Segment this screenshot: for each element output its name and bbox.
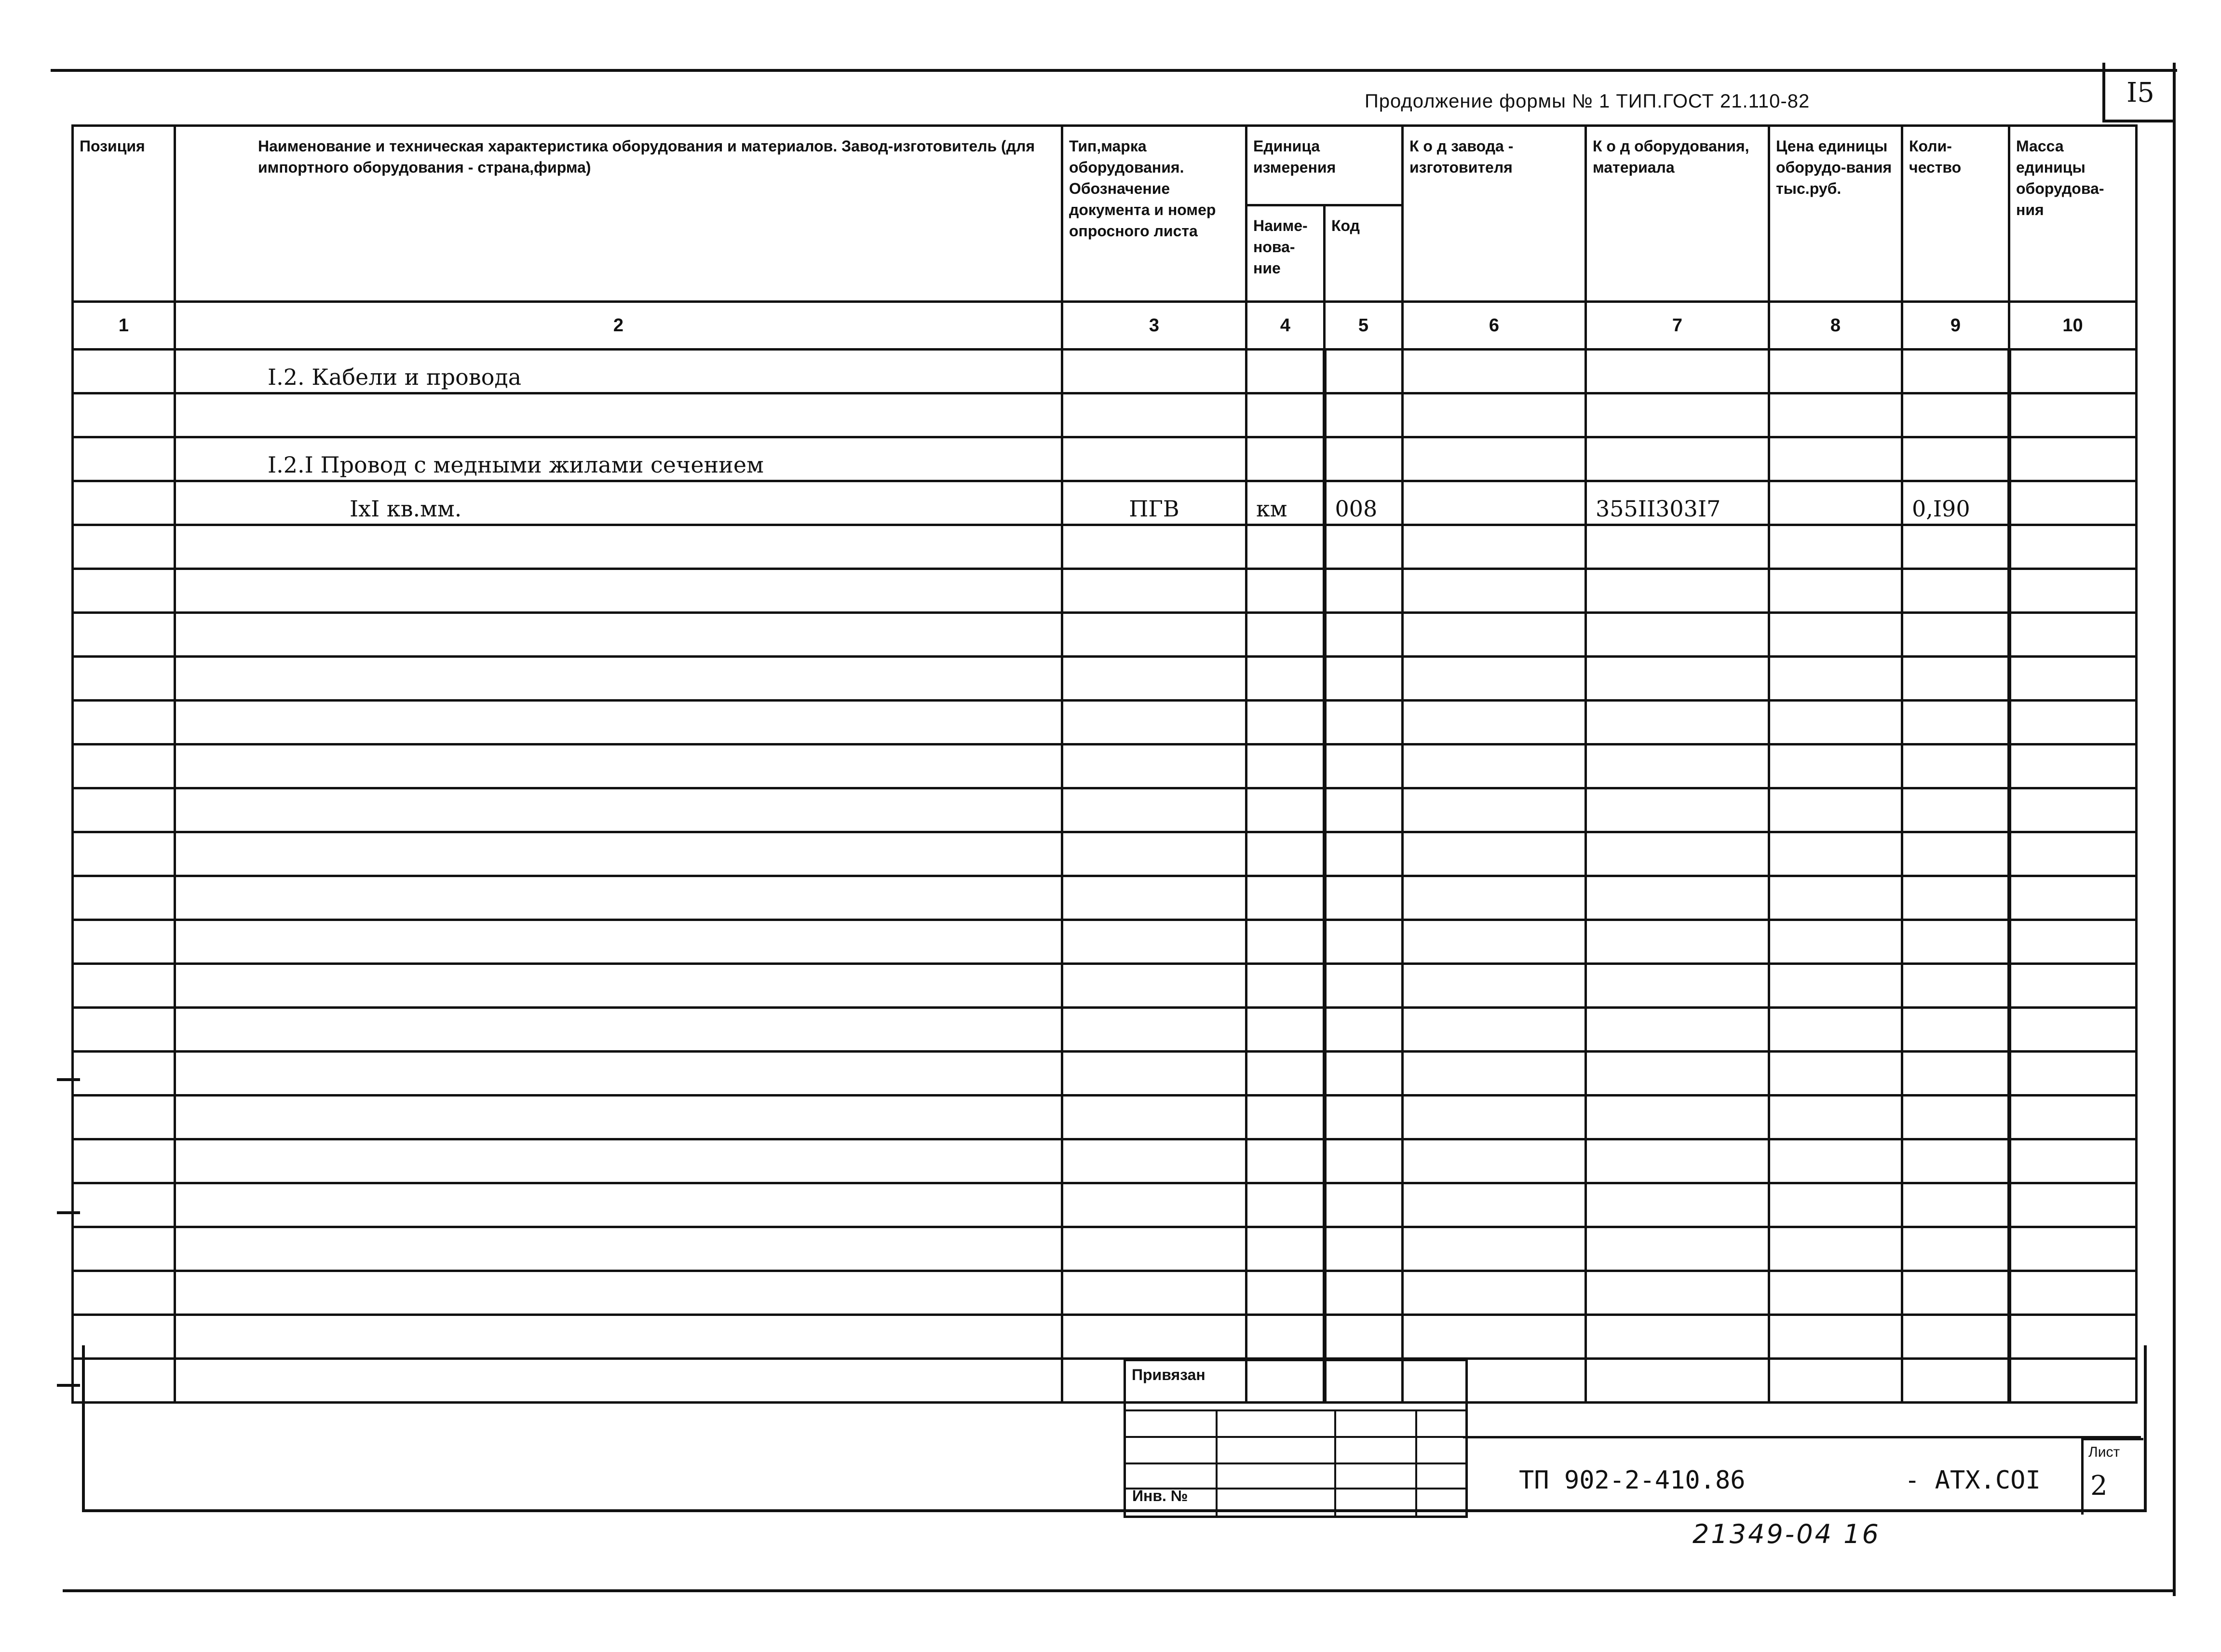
empty-cell bbox=[1902, 1008, 2009, 1052]
table-row bbox=[73, 481, 2137, 525]
empty-cell bbox=[1325, 1183, 1403, 1227]
header-unit-group: Единица измерения bbox=[1246, 126, 1403, 205]
empty-cell bbox=[1062, 1271, 1246, 1315]
empty-cell bbox=[1246, 745, 1325, 788]
empty-cell bbox=[1325, 569, 1403, 613]
stamp-grid-line bbox=[1216, 1409, 1218, 1516]
empty-cell bbox=[1325, 1096, 1403, 1139]
empty-cell bbox=[1902, 613, 2009, 657]
empty-cell bbox=[2009, 701, 2137, 745]
empty-cell bbox=[175, 832, 1062, 876]
empty-cell bbox=[73, 1183, 175, 1227]
column-number: 6 bbox=[1403, 302, 1586, 350]
cell-price bbox=[1769, 350, 1902, 393]
sheet-list-box bbox=[2081, 1438, 2143, 1515]
empty-cell bbox=[1325, 920, 1403, 964]
empty-row bbox=[73, 701, 2137, 745]
empty-cell bbox=[1403, 745, 1586, 788]
empty-cell bbox=[1403, 876, 1586, 920]
cell-plant-code bbox=[1403, 350, 1586, 393]
column-number: 3 bbox=[1062, 302, 1246, 350]
table-row bbox=[73, 393, 2137, 437]
cell-unit-code bbox=[1325, 437, 1403, 481]
empty-cell bbox=[73, 657, 175, 701]
empty-cell bbox=[73, 569, 175, 613]
empty-cell bbox=[1062, 613, 1246, 657]
cell-unit-code: 008 bbox=[1325, 481, 1403, 525]
empty-cell bbox=[1403, 832, 1586, 876]
empty-cell bbox=[1246, 788, 1325, 832]
empty-cell bbox=[2009, 920, 2137, 964]
column-number: 8 bbox=[1769, 302, 1902, 350]
header-name: Наименование и техническая характеристика оборудования и материалов. Завод-изготовитель (для импортного оборудования - страна,фирма) bbox=[175, 126, 1062, 302]
empty-cell bbox=[175, 920, 1062, 964]
empty-cell bbox=[1403, 525, 1586, 569]
empty-cell bbox=[1902, 1052, 2009, 1096]
cell-equipment-code bbox=[1586, 437, 1769, 481]
table-row bbox=[73, 350, 2137, 393]
cell-price bbox=[1769, 393, 1902, 437]
header-unit-name: Наиме-нова-ние bbox=[1246, 205, 1325, 302]
empty-cell bbox=[175, 1052, 1062, 1096]
column-number: 2 bbox=[175, 302, 1062, 350]
empty-cell bbox=[1902, 876, 2009, 920]
empty-cell bbox=[1586, 1183, 1769, 1227]
empty-cell bbox=[1325, 613, 1403, 657]
empty-cell bbox=[73, 525, 175, 569]
empty-cell bbox=[1246, 964, 1325, 1008]
frame-bottom-line bbox=[63, 1589, 2175, 1592]
empty-cell bbox=[1246, 525, 1325, 569]
empty-cell bbox=[1902, 1183, 2009, 1227]
empty-cell bbox=[73, 788, 175, 832]
empty-cell bbox=[1246, 832, 1325, 876]
cell-equipment-code bbox=[1586, 393, 1769, 437]
empty-cell bbox=[1586, 701, 1769, 745]
inventory-number-label: Инв. № bbox=[1132, 1487, 1188, 1504]
empty-row bbox=[73, 745, 2137, 788]
empty-cell bbox=[1062, 1008, 1246, 1052]
specification-table bbox=[71, 124, 2138, 1404]
empty-cell bbox=[175, 657, 1062, 701]
empty-cell bbox=[73, 876, 175, 920]
empty-cell bbox=[1062, 1052, 1246, 1096]
empty-cell bbox=[1902, 569, 2009, 613]
empty-cell bbox=[1062, 1227, 1246, 1271]
empty-cell bbox=[1246, 701, 1325, 745]
empty-cell bbox=[1902, 832, 2009, 876]
empty-cell bbox=[1325, 701, 1403, 745]
empty-cell bbox=[1586, 788, 1769, 832]
cell-unit-name bbox=[1246, 350, 1325, 393]
empty-cell bbox=[1062, 832, 1246, 876]
empty-cell bbox=[1246, 876, 1325, 920]
empty-cell bbox=[2009, 525, 2137, 569]
cell-position bbox=[73, 393, 175, 437]
empty-cell bbox=[73, 1052, 175, 1096]
empty-cell bbox=[2009, 1139, 2137, 1183]
empty-cell bbox=[2009, 569, 2137, 613]
empty-cell bbox=[175, 1008, 1062, 1052]
cell-position bbox=[73, 437, 175, 481]
empty-cell bbox=[2009, 964, 2137, 1008]
empty-cell bbox=[2009, 657, 2137, 701]
empty-cell bbox=[1586, 525, 1769, 569]
empty-cell bbox=[175, 1139, 1062, 1183]
empty-cell bbox=[1769, 832, 1902, 876]
stamp-grid-line bbox=[1126, 1409, 1465, 1411]
title-block-divider bbox=[1463, 1436, 2141, 1438]
empty-cell bbox=[175, 1271, 1062, 1315]
header-unit-code: Код bbox=[1325, 205, 1403, 302]
empty-cell bbox=[1769, 1052, 1902, 1096]
empty-cell bbox=[1403, 569, 1586, 613]
empty-cell bbox=[1586, 569, 1769, 613]
empty-cell bbox=[1325, 964, 1403, 1008]
empty-cell bbox=[1902, 745, 2009, 788]
cell-price bbox=[1769, 481, 1902, 525]
empty-cell bbox=[1586, 1139, 1769, 1183]
empty-row bbox=[73, 876, 2137, 920]
empty-cell bbox=[175, 569, 1062, 613]
empty-cell bbox=[2009, 832, 2137, 876]
empty-cell bbox=[1403, 920, 1586, 964]
empty-cell bbox=[1769, 745, 1902, 788]
sheet-number-box bbox=[2102, 63, 2176, 122]
header-mass: Масса единицы оборудова-ния bbox=[2009, 126, 2137, 302]
empty-cell bbox=[1902, 920, 2009, 964]
empty-cell bbox=[1769, 788, 1902, 832]
empty-cell bbox=[73, 701, 175, 745]
empty-cell bbox=[1062, 745, 1246, 788]
empty-cell bbox=[73, 613, 175, 657]
cell-type: ПГВ bbox=[1062, 481, 1246, 525]
empty-row bbox=[73, 1096, 2137, 1139]
empty-row bbox=[73, 964, 2137, 1008]
empty-cell bbox=[1403, 701, 1586, 745]
empty-cell bbox=[1586, 613, 1769, 657]
cell-name: I.2. Кабели и провода bbox=[175, 350, 1062, 393]
empty-cell bbox=[1062, 569, 1246, 613]
empty-cell bbox=[1586, 920, 1769, 964]
empty-cell bbox=[1325, 1008, 1403, 1052]
empty-cell bbox=[1586, 657, 1769, 701]
stamp-grid-line bbox=[1415, 1409, 1417, 1516]
empty-cell bbox=[175, 1183, 1062, 1227]
empty-cell bbox=[1403, 1139, 1586, 1183]
empty-cell bbox=[1062, 1183, 1246, 1227]
empty-cell bbox=[1769, 1227, 1902, 1271]
empty-cell bbox=[1246, 657, 1325, 701]
empty-row bbox=[73, 613, 2137, 657]
empty-cell bbox=[2009, 745, 2137, 788]
empty-cell bbox=[73, 1227, 175, 1271]
empty-cell bbox=[1246, 1052, 1325, 1096]
empty-cell bbox=[73, 1008, 175, 1052]
empty-cell bbox=[1769, 1183, 1902, 1227]
empty-row bbox=[73, 1139, 2137, 1183]
cell-mass bbox=[2009, 393, 2137, 437]
empty-cell bbox=[1246, 920, 1325, 964]
cell-type bbox=[1062, 393, 1246, 437]
empty-row bbox=[73, 1008, 2137, 1052]
empty-cell bbox=[175, 525, 1062, 569]
cell-name: IxI кв.мм. bbox=[175, 481, 1062, 525]
blank-rows bbox=[73, 525, 2137, 1403]
empty-cell bbox=[1403, 788, 1586, 832]
cell-mass bbox=[2009, 437, 2137, 481]
empty-cell bbox=[1586, 832, 1769, 876]
cell-name: I.2.I Провод с медными жилами сечением bbox=[175, 437, 1062, 481]
empty-cell bbox=[1902, 1139, 2009, 1183]
empty-cell bbox=[1062, 1096, 1246, 1139]
empty-cell bbox=[1325, 745, 1403, 788]
empty-cell bbox=[1325, 876, 1403, 920]
empty-cell bbox=[1246, 1096, 1325, 1139]
empty-cell bbox=[2009, 1008, 2137, 1052]
cell-unit-name bbox=[1246, 437, 1325, 481]
column-number: 4 bbox=[1246, 302, 1325, 350]
empty-cell bbox=[1902, 525, 2009, 569]
cell-quantity bbox=[1902, 393, 2009, 437]
empty-cell bbox=[2009, 876, 2137, 920]
empty-cell bbox=[1062, 788, 1246, 832]
sheet-list-label: Лист bbox=[2088, 1444, 2120, 1460]
empty-cell bbox=[1325, 1271, 1403, 1315]
frame-right-border bbox=[2173, 63, 2176, 1596]
document-code: ТП 902-2-410.86 bbox=[1519, 1466, 1746, 1495]
empty-cell bbox=[1403, 964, 1586, 1008]
cell-equipment-code: 355II303I7 bbox=[1586, 481, 1769, 525]
empty-cell bbox=[1246, 613, 1325, 657]
empty-row bbox=[73, 1183, 2137, 1227]
empty-cell bbox=[1246, 569, 1325, 613]
empty-cell bbox=[1403, 1096, 1586, 1139]
column-number: 10 bbox=[2009, 302, 2137, 350]
frame-top-line bbox=[51, 69, 2177, 72]
empty-cell bbox=[1403, 613, 1586, 657]
column-number: 1 bbox=[73, 302, 175, 350]
empty-cell bbox=[1325, 657, 1403, 701]
empty-cell bbox=[1769, 569, 1902, 613]
form-caption: Продолжение формы № 1 ТИП.ГОСТ 21.110-82 bbox=[1365, 91, 1810, 112]
empty-cell bbox=[1769, 1008, 1902, 1052]
empty-cell bbox=[73, 1271, 175, 1315]
cell-position bbox=[73, 350, 175, 393]
empty-cell bbox=[73, 920, 175, 964]
empty-cell bbox=[1403, 1271, 1586, 1315]
empty-cell bbox=[1902, 1271, 2009, 1315]
empty-cell bbox=[1325, 1052, 1403, 1096]
empty-cell bbox=[73, 1139, 175, 1183]
empty-cell bbox=[1403, 657, 1586, 701]
empty-cell bbox=[175, 613, 1062, 657]
empty-row bbox=[73, 1052, 2137, 1096]
empty-cell bbox=[1769, 525, 1902, 569]
header-position: Позиция bbox=[73, 126, 175, 302]
empty-cell bbox=[175, 964, 1062, 1008]
empty-cell bbox=[175, 1227, 1062, 1271]
table-row bbox=[73, 437, 2137, 481]
cell-name bbox=[175, 393, 1062, 437]
cell-unit-name: км bbox=[1246, 481, 1325, 525]
empty-cell bbox=[1246, 1271, 1325, 1315]
empty-row bbox=[73, 788, 2137, 832]
empty-row bbox=[73, 569, 2137, 613]
document-suffix: - АТХ.СОI bbox=[1905, 1466, 2041, 1495]
cell-quantity: 0,I90 bbox=[1902, 481, 2009, 525]
cell-equipment-code bbox=[1586, 350, 1769, 393]
cell-unit-code bbox=[1325, 393, 1403, 437]
column-numbers-row bbox=[73, 302, 2137, 350]
empty-cell bbox=[1586, 876, 1769, 920]
empty-cell bbox=[73, 745, 175, 788]
column-number: 7 bbox=[1586, 302, 1769, 350]
header-equipment-code: К о д оборудования, материала bbox=[1586, 126, 1769, 302]
handwritten-note: 21349-04 16 bbox=[1693, 1519, 1881, 1549]
cell-plant-code bbox=[1403, 393, 1586, 437]
empty-cell bbox=[1246, 1227, 1325, 1271]
empty-cell bbox=[1769, 1096, 1902, 1139]
cell-quantity bbox=[1902, 350, 2009, 393]
empty-cell bbox=[1062, 1139, 1246, 1183]
empty-cell bbox=[73, 832, 175, 876]
empty-cell bbox=[1246, 1139, 1325, 1183]
empty-row bbox=[73, 657, 2137, 701]
stamp-grid-line bbox=[1126, 1462, 1465, 1464]
empty-cell bbox=[1769, 701, 1902, 745]
empty-cell bbox=[1246, 1183, 1325, 1227]
empty-cell bbox=[1062, 920, 1246, 964]
empty-cell bbox=[1246, 1008, 1325, 1052]
empty-cell bbox=[175, 701, 1062, 745]
empty-cell bbox=[1403, 1052, 1586, 1096]
cell-mass bbox=[2009, 350, 2137, 393]
empty-cell bbox=[1325, 1139, 1403, 1183]
cell-type bbox=[1062, 350, 1246, 393]
empty-cell bbox=[2009, 1271, 2137, 1315]
cell-mass bbox=[2009, 481, 2137, 525]
cell-plant-code bbox=[1403, 481, 1586, 525]
empty-cell bbox=[1325, 525, 1403, 569]
title-block bbox=[82, 1345, 2147, 1512]
empty-cell bbox=[2009, 788, 2137, 832]
empty-cell bbox=[1769, 613, 1902, 657]
empty-row bbox=[73, 525, 2137, 569]
empty-cell bbox=[1586, 1271, 1769, 1315]
empty-cell bbox=[1902, 701, 2009, 745]
header-quantity: Коли-чество bbox=[1902, 126, 2009, 302]
empty-cell bbox=[1403, 1008, 1586, 1052]
empty-row bbox=[73, 1271, 2137, 1315]
cell-unit-name bbox=[1246, 393, 1325, 437]
empty-cell bbox=[1902, 788, 2009, 832]
column-number: 5 bbox=[1325, 302, 1403, 350]
empty-cell bbox=[1769, 964, 1902, 1008]
cell-price bbox=[1769, 437, 1902, 481]
empty-cell bbox=[1586, 745, 1769, 788]
empty-row bbox=[73, 832, 2137, 876]
empty-cell bbox=[1769, 1139, 1902, 1183]
cell-unit-code bbox=[1325, 350, 1403, 393]
empty-cell bbox=[1586, 964, 1769, 1008]
cell-plant-code bbox=[1403, 437, 1586, 481]
empty-cell bbox=[175, 788, 1062, 832]
empty-cell bbox=[2009, 1227, 2137, 1271]
cell-position bbox=[73, 481, 175, 525]
empty-cell bbox=[2009, 613, 2137, 657]
header-plant-code: К о д завода - изготовителя bbox=[1403, 126, 1586, 302]
empty-cell bbox=[1062, 657, 1246, 701]
header-price: Цена единицы оборудо-вания тыс.руб. bbox=[1769, 126, 1902, 302]
empty-cell bbox=[1902, 1096, 2009, 1139]
empty-cell bbox=[2009, 1096, 2137, 1139]
empty-cell bbox=[1586, 1227, 1769, 1271]
empty-cell bbox=[1062, 876, 1246, 920]
empty-cell bbox=[1403, 1227, 1586, 1271]
empty-row bbox=[73, 920, 2137, 964]
empty-cell bbox=[73, 1096, 175, 1139]
cell-quantity bbox=[1902, 437, 2009, 481]
empty-cell bbox=[73, 964, 175, 1008]
empty-cell bbox=[1325, 1227, 1403, 1271]
empty-cell bbox=[1062, 701, 1246, 745]
header-type: Тип,марка оборудования. Обозначение документа и номер опросного листа bbox=[1062, 126, 1246, 302]
empty-cell bbox=[175, 876, 1062, 920]
sheet-list-number: 2 bbox=[2090, 1470, 2108, 1502]
empty-cell bbox=[1769, 920, 1902, 964]
empty-cell bbox=[1325, 788, 1403, 832]
empty-row bbox=[73, 1227, 2137, 1271]
empty-cell bbox=[1586, 1052, 1769, 1096]
cell-type bbox=[1062, 437, 1246, 481]
empty-cell bbox=[1062, 964, 1246, 1008]
empty-cell bbox=[1586, 1096, 1769, 1139]
column-number: 9 bbox=[1902, 302, 2009, 350]
empty-cell bbox=[1769, 657, 1902, 701]
empty-cell bbox=[1769, 1271, 1902, 1315]
empty-cell bbox=[175, 1096, 1062, 1139]
empty-cell bbox=[1325, 832, 1403, 876]
empty-cell bbox=[1902, 657, 2009, 701]
sheet-number: I5 bbox=[2126, 77, 2154, 108]
empty-cell bbox=[1586, 1008, 1769, 1052]
empty-cell bbox=[1902, 964, 2009, 1008]
empty-cell bbox=[1403, 1183, 1586, 1227]
empty-cell bbox=[1062, 525, 1246, 569]
empty-cell bbox=[1902, 1227, 2009, 1271]
empty-cell bbox=[2009, 1052, 2137, 1096]
stamp-grid-line bbox=[1334, 1409, 1336, 1516]
bound-label: Привязан bbox=[1132, 1366, 1205, 1383]
header-row bbox=[73, 126, 2137, 205]
stamp-grid-line bbox=[1126, 1436, 1465, 1438]
empty-cell bbox=[175, 745, 1062, 788]
empty-cell bbox=[1769, 876, 1902, 920]
empty-cell bbox=[2009, 1183, 2137, 1227]
